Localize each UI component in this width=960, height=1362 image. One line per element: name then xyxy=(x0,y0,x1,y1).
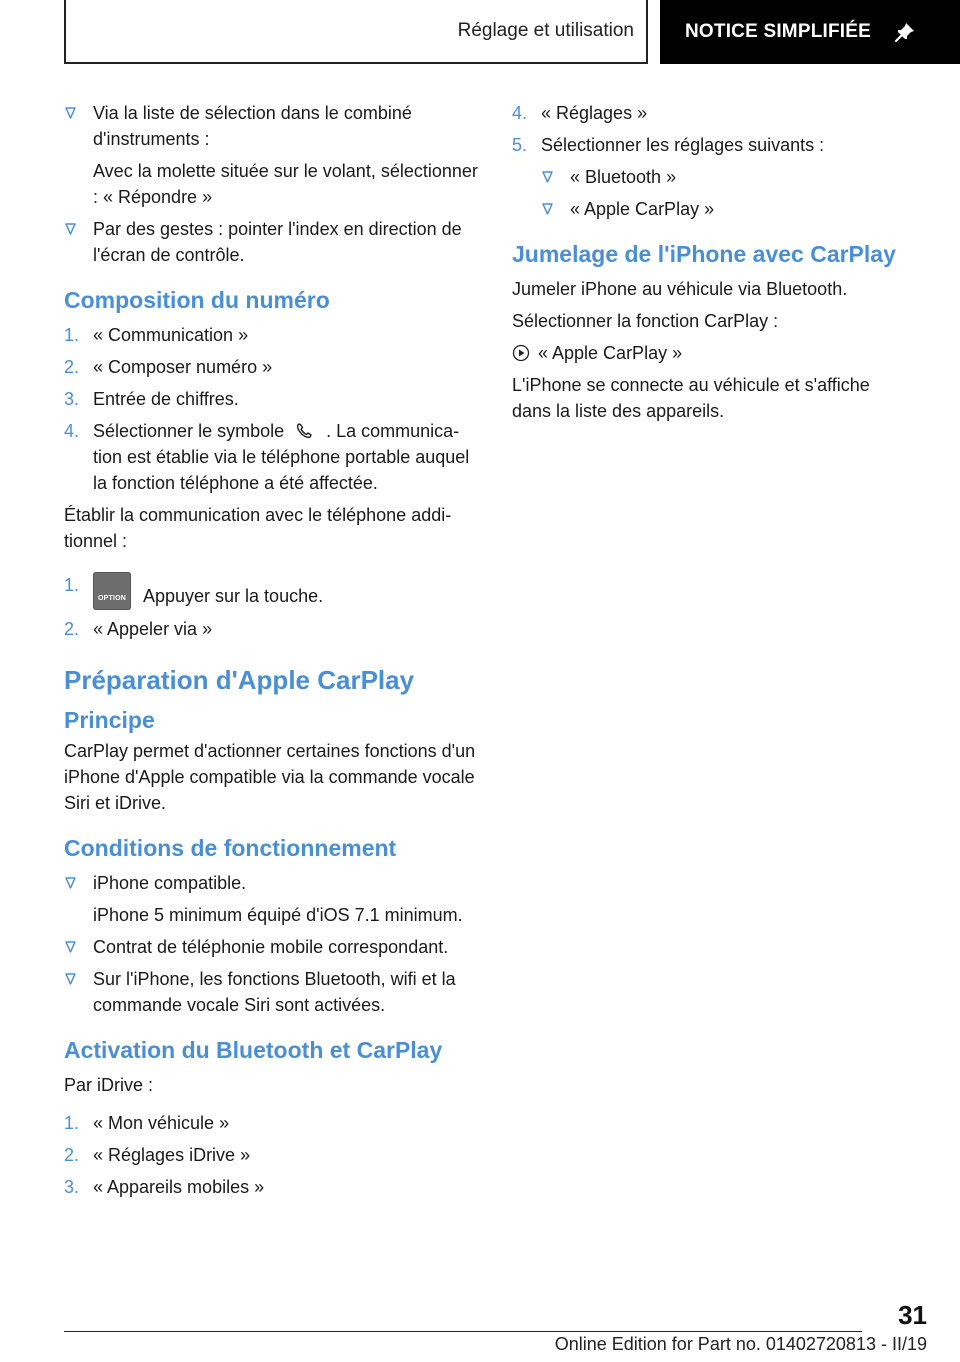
list-item-text: Sur l'iPhone, les fonctions Bluetooth, wifi et la commande vocale Siri sont activées. xyxy=(93,969,456,1015)
step-text: « Réglages iDrive » xyxy=(93,1145,251,1165)
section-header xyxy=(64,0,648,64)
step-number: 3. xyxy=(64,389,80,409)
list-item-subtext: iPhone 5 minimum équipé d'iOS 7.1 minimum. xyxy=(93,905,463,925)
edition-note: Online Edition for Part no. 01402720813 - II/19 xyxy=(554,1334,927,1354)
list-item xyxy=(64,966,480,1018)
list-item-text: « Bluetooth » xyxy=(570,167,677,187)
step-text: « Mon véhicule » xyxy=(93,1113,230,1133)
step-item xyxy=(64,418,480,496)
pin-icon xyxy=(893,20,917,44)
list-item-text: « Apple CarPlay » xyxy=(570,199,715,219)
step-item xyxy=(64,354,480,380)
step-item xyxy=(64,1174,480,1200)
step-number: 5. xyxy=(512,135,528,155)
step-number: 1. xyxy=(64,575,80,595)
step-item xyxy=(512,132,912,158)
option-button-icon xyxy=(93,572,131,610)
list-item-text: Contrat de téléphonie mobile correspondant. xyxy=(93,937,449,957)
step-text: Appuyer sur la touche. xyxy=(143,586,324,606)
heading-activation: Activation du Bluetooth et CarPlay xyxy=(64,1037,443,1063)
step-text-continued: . La communication est établie via le téléphone portable auquel la fonction téléphone a été affectée. xyxy=(93,421,470,493)
step-item xyxy=(64,1142,480,1168)
option-button-label: OPTION xyxy=(97,595,127,602)
bullet-triangle-icon xyxy=(65,877,76,889)
section-title: Réglage et utilisation xyxy=(457,20,634,41)
phone-icon xyxy=(294,421,318,439)
play-circle-icon xyxy=(512,343,530,361)
list-item-text: Par des gestes : pointer l'index en direction de l'écran de contrôle. xyxy=(93,219,462,265)
paragraph: Sélectionner la fonction CarPlay : xyxy=(512,311,779,331)
step-number: 4. xyxy=(64,421,80,441)
step-number: 2. xyxy=(64,357,80,377)
paragraph: L'iPhone se connecte au véhicule et s'affiche dans la liste des appareils. xyxy=(512,375,870,421)
step-item xyxy=(64,386,480,412)
step-item xyxy=(512,100,912,126)
step-text: Sélectionner les réglages suivants : xyxy=(541,135,825,155)
step-number: 3. xyxy=(64,1177,80,1197)
step-number: 1. xyxy=(64,325,80,345)
paragraph: Jumeler iPhone au véhicule via Bluetooth. xyxy=(512,279,848,299)
step-text: « Appareils mobiles » xyxy=(93,1177,265,1197)
list-item-text: Via la liste de sélection dans le combiné d'instruments : xyxy=(93,103,412,149)
bullet-triangle-icon xyxy=(542,171,553,183)
badge-label: NOTICE SIMPLIFIÉE xyxy=(685,21,872,42)
step-text: « Réglages » xyxy=(541,103,648,123)
list-item xyxy=(541,164,912,190)
left-column xyxy=(64,100,480,1206)
step-number: 2. xyxy=(64,1145,80,1165)
page-number: 31 xyxy=(898,1300,927,1330)
list-item xyxy=(541,196,912,222)
step-item xyxy=(64,1110,480,1136)
paragraph: Par iDrive : xyxy=(64,1075,154,1095)
heading-jumelage: Jumelage de l'iPhone avec CarPlay xyxy=(512,241,896,267)
right-column xyxy=(512,100,912,430)
heading-composition: Composition du numéro xyxy=(64,287,330,313)
step-number: 1. xyxy=(64,1113,80,1133)
list-item xyxy=(64,216,480,268)
footer-divider xyxy=(64,1331,862,1332)
step-number: 2. xyxy=(64,619,80,639)
step-number: 4. xyxy=(512,103,528,123)
heading-conditions: Conditions de fonctionnement xyxy=(64,835,397,861)
step-item xyxy=(64,572,480,610)
notice-badge xyxy=(660,0,960,64)
step-text: Entrée de chiffres. xyxy=(93,389,239,409)
step-item xyxy=(64,322,480,348)
list-item xyxy=(64,100,480,210)
list-item-subtext: Avec la molette située sur le volant, sélectionner : « Répondre » xyxy=(93,161,478,207)
step-text: « Appeler via » xyxy=(93,619,213,639)
list-item xyxy=(64,934,480,960)
heading-principe: Principe xyxy=(64,707,155,733)
bullet-triangle-icon xyxy=(65,223,76,235)
step-text: « Composer numéro » xyxy=(93,357,273,377)
step-text: « Communication » xyxy=(93,325,249,345)
list-item-text: iPhone compatible. xyxy=(93,873,247,893)
menu-path-text: « Apple CarPlay » xyxy=(538,343,683,363)
bullet-triangle-icon xyxy=(65,107,76,119)
heading-preparation: Préparation d'Apple CarPlay xyxy=(64,665,415,695)
bullet-triangle-icon xyxy=(65,941,76,953)
paragraph: Établir la communication avec le téléphone additionnel : xyxy=(64,505,452,551)
menu-path xyxy=(512,340,912,366)
step-item xyxy=(64,616,480,642)
bullet-triangle-icon xyxy=(542,203,553,215)
list-item xyxy=(64,870,480,928)
bullet-triangle-icon xyxy=(65,973,76,985)
paragraph: CarPlay permet d'actionner certaines fonctions d'un iPhone d'Apple compatible via la commande vocale Siri et iDrive. xyxy=(64,741,476,813)
step-text: Sélectionner le symbole xyxy=(93,421,285,441)
